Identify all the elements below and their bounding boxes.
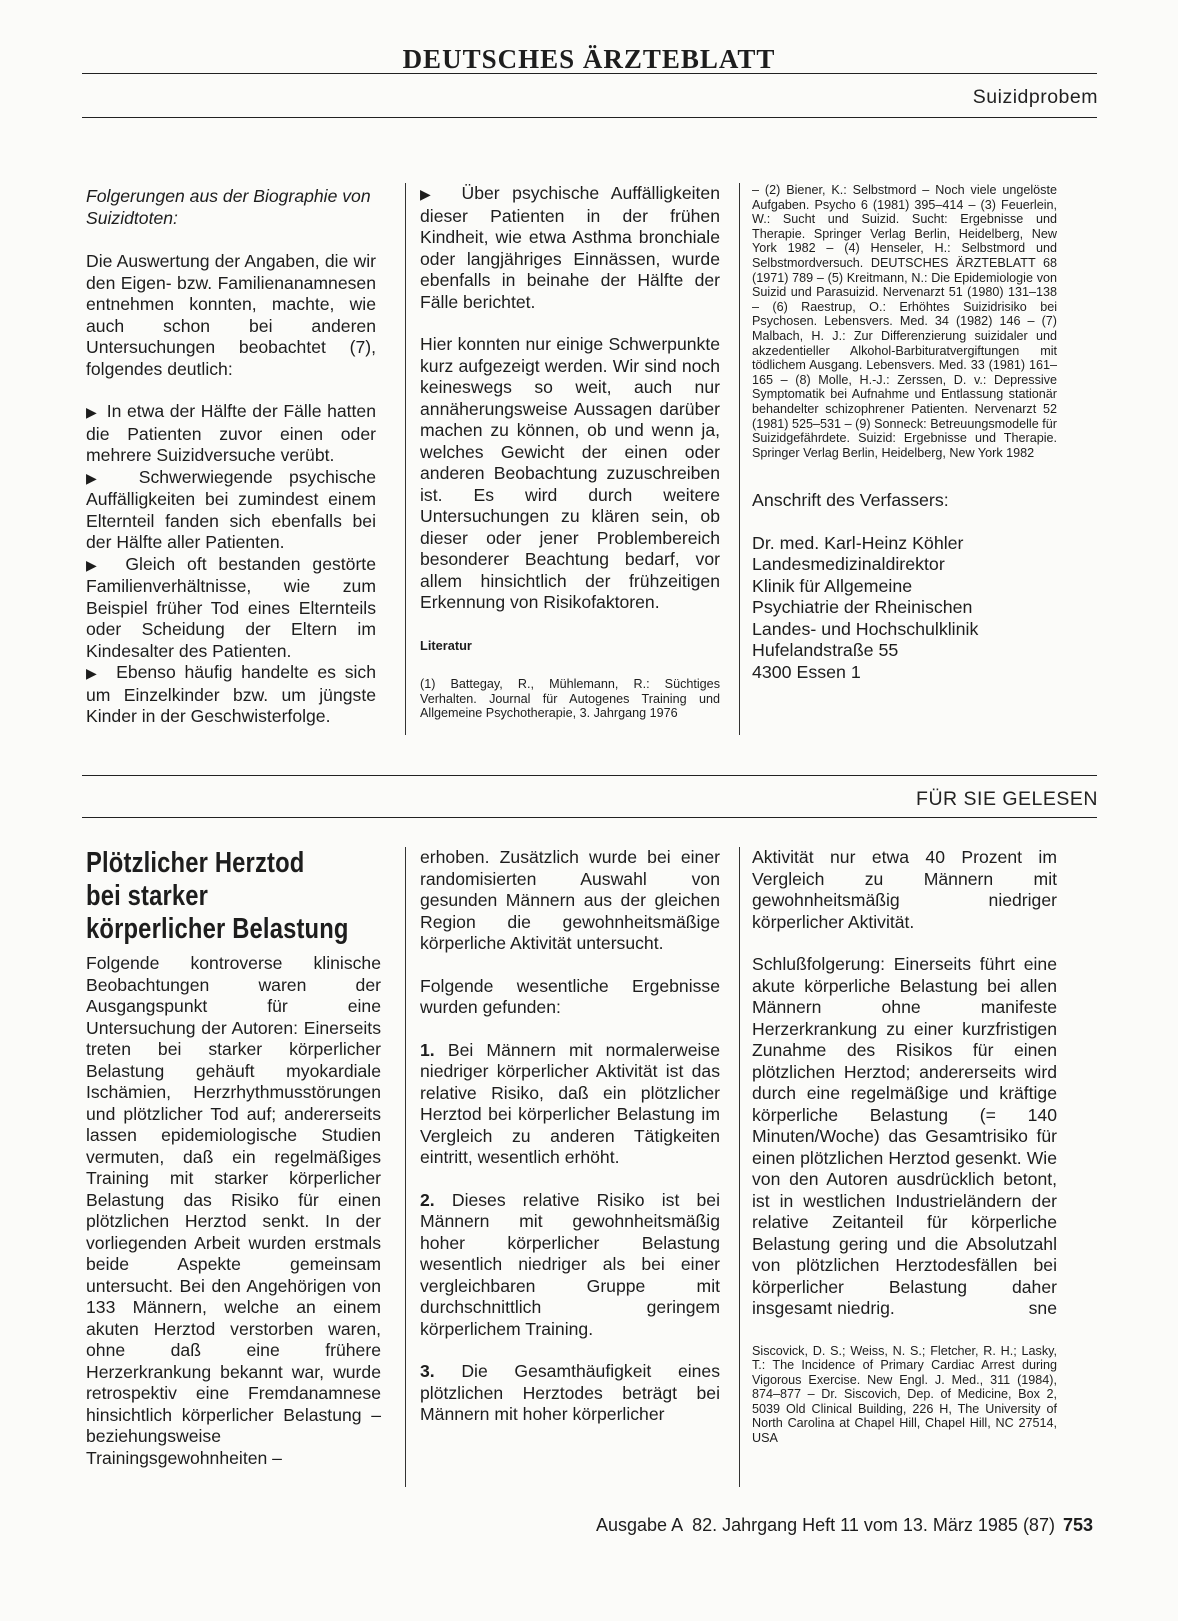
- article1-bullet-4: ▶ Ebenso häufig handelte es sich um Einzelkinder bzw. um jüngste Kinder in der Geschwisterfolge.: [86, 662, 376, 728]
- triangle-bullet-icon: [86, 467, 139, 487]
- literature-list-continued: – (2) Biener, K.: Selbstmord – Noch viele ungelöste Aufgaben. Psycho 6 (1981) 395–414 – (3) Feuerlein, W.: Sucht und Suizid. Sucht: Ergebnisse und Therapie. Springer Verlag Berlin, Heidelberg, New York 1982 – (4) Henseler, H.: Selbstmord und Selbstmordversuch. DEUTSCHES ÄRZTEBLATT 68 (1971) 789 – (5) Kreitmann, N.: Die Epidemiologie von Suizid und Parasuizid. Nervenarzt 51 (1980) 131–138 – (6) Raestrup, O.: Erhöhtes Suizidrisiko bei Psychosen. Lebensvers. Med. 34 (1982) 146 – (7) Malbach, H. J.: Zur Differenzierung suizidaler und akzedentieller Alkohol-Barbituratvergiftungen mit tödlichem Ausgang. Lebensvers. Med. 33 (1981) 161–165 – (8) Molle, H.-J.: Zerssen, D. v.: Depressive Symptomatik bei Aufnahme und Entlassung stationär behandelter schizophrener Patienten. Nervenarzt 52 (1981) 525–531 – (9) Sonneck: Betreuungsmodelle für Suizidgefährdete. Suizid: Ergebnisse und Therapie. Springer Verlag Berlin, Heidelberg, New York 1982: [752, 183, 1057, 460]
- article1-bullet-3: ▶ Gleich oft bestanden gestörte Familienverhältnisse, wie zum Beispiel früher Tod eines Elternteils oder Scheidung der Eltern im Kindesalter des Patienten.: [86, 554, 376, 663]
- article1-column-2: [420, 183, 720, 742]
- page-number: 753: [1062, 1515, 1093, 1535]
- address-line: Dr. med. Karl-Heinz Köhler: [752, 532, 964, 553]
- author-address: [752, 533, 1057, 684]
- article1-bullet-1: ▶ In etwa der Hälfte der Fälle hatten die Patienten zuvor einen oder mehrere Suizidversuche verübt.: [86, 401, 376, 467]
- article1-intro-paragraph: Die Auswertung der Angaben, die wir den Eigen- bzw. Familienanamnesen entnehmen konnten, machte, wie auch schon bei anderen Untersuchungen beobachtet (7), folgendes deutlich:: [86, 251, 376, 379]
- article2-column-3: [752, 847, 1057, 1467]
- section-rule-top: [82, 117, 1097, 118]
- article2-title-line: Plötzlicher Herztod: [86, 847, 305, 879]
- author-signature: sne: [1028, 1298, 1057, 1318]
- article1-bullet-2: ▶ Schwerwiegende psychische Auffälligkeiten bei zumindest einem Elternteil fanden sich ebenfalls bei der Hälfte aller Patienten.: [86, 467, 376, 554]
- article1-column-3: [752, 183, 1057, 683]
- article2-title: [86, 847, 386, 946]
- column-divider: [405, 847, 406, 1487]
- article2-column-2: [420, 847, 720, 1447]
- address-line: Klinik für Allgemeine: [752, 575, 913, 596]
- article2-result-3: 3. Die Gesamthäufigkeit eines plötzlichen Herztodes beträgt bei Männern mit hoher körperlicher: [420, 1361, 720, 1424]
- triangle-bullet-icon: [86, 401, 107, 421]
- masthead-rule: [82, 73, 1097, 74]
- section-rule-bottom: [82, 817, 1097, 818]
- address-line: Psychiatrie der Rheinischen: [752, 597, 973, 618]
- triangle-bullet-icon: [86, 662, 116, 682]
- article1-closing-paragraph: Hier konnten nur einige Schwerpunkte kurz aufgezeigt werden. Wir sind noch keineswegs so weit, auch nur annäherungsweise Aussagen darüber machen zu können, ob und wenn ja, welches Gewicht der einen oder anderen Beobachtung zuzuschreiben ist. Es wird durch weitere Untersuchungen zu klären sein, ob dieser oder jener Problembereich besonderer Beachtung bedarf, vor allem hinsichtlich der frühzeitigen Erkennung von Risikofaktoren.: [420, 334, 720, 612]
- article2-method-paragraph: erhoben. Zusätzlich wurde bei einer randomisierten Auswahl von gesunden Männern aus der gleichen Region die gewohnheitsmäßige körperliche Aktivität untersucht.: [420, 847, 720, 953]
- masthead: DEUTSCHES ÄRZTEBLATT: [402, 44, 776, 74]
- literature-heading: Literatur: [420, 637, 472, 653]
- address-line: Landes- und Hochschulklinik: [752, 618, 979, 639]
- address-line: Hufelandstraße 55: [752, 640, 899, 661]
- issue-info: Ausgabe A 82. Jahrgang Heft 11 vom 13. März 1985 (87): [596, 1515, 1055, 1535]
- column-divider: [739, 183, 740, 735]
- article1-heading: Folgerungen aus der Biographie von Suizidtoten:: [86, 186, 371, 228]
- section-label-top: Suizidprobem: [972, 86, 1098, 108]
- literature-list-start: (1) Battegay, R., Mühlemann, R.: Süchtiges Verhalten. Journal für Autogenes Training und Allgemeine Psychotherapie, 3. Jahrgang 1976: [420, 677, 720, 721]
- triangle-bullet-icon: [420, 183, 462, 203]
- address-line: 4300 Essen 1: [752, 661, 861, 682]
- article2-title-line: bei starker: [86, 880, 209, 912]
- column-divider: [405, 183, 406, 735]
- article2-reference: Siscovick, D. S.; Weiss, N. S.; Fletcher, R. H.; Lasky, T.: The Incidence of Primary Cardiac Arrest during Vigorous Exercise. New Engl. J. Med., 311 (1984), 874–877 – Dr. Siscovich, Dep. of Medicine, Box 2, 5039 Old Clinical Building, 226 H, The University of North Carolina at Chapel Hill, Chapel Hill, NC 27514, USA: [752, 1343, 1057, 1446]
- article2-result-3-continued: Aktivität nur etwa 40 Prozent im Vergleich zu Männern mit gewohnheitsmäßig niedriger körperlicher Aktivität.: [752, 847, 1057, 932]
- page-footer: [596, 1515, 1093, 1536]
- article2-results-intro: Folgende wesentliche Ergebnisse wurden gefunden:: [420, 975, 720, 1017]
- address-line: Landesmedizinaldirektor: [752, 554, 945, 575]
- column-divider: [739, 847, 740, 1487]
- address-heading: Anschrift des Verfassers:: [752, 490, 949, 511]
- article2-conclusion: Schlußfolgerung: Einerseits führt eine akute körperliche Belastung bei allen Männern ohne manifeste Herzerkrankung zu einer kurzfristigen Zunahme des Risikos für einen plötzlichen Herztod; andererseits wird durch eine regelmäßige und kräftige körperliche Belastung (= 140 Minuten/Woche) das Gesamtrisiko für einen plötzlichen Herztod gesenkt. Wie von den Autoren ausdrücklich betont, ist in westlichen Industrieländern der relative Zeitanteil für körperliche Belastung gering und die Absolutzahl von plötzlichen Herztodesfällen bei körperlicher Belastung daher insgesamt niedrig. sne: [752, 954, 1057, 1318]
- article1-bullet-5: ▶ Über psychische Auffälligkeiten dieser Patienten in der frühen Kindheit, wie etwa Asthma bronchiale oder langjähriges Einnässen, wurde ebenfalls in beinahe der Hälfte der Fälle berichtet.: [420, 183, 720, 313]
- section-label-bottom: FÜR SIE GELESEN: [916, 788, 1098, 810]
- article2-title-line: körperlicher Belastung: [86, 913, 349, 945]
- section-rule-middle: [82, 775, 1097, 776]
- article2-result-2: 2. Dieses relative Risiko ist bei Männern mit gewohnheitsmäßig hoher körperlicher Belastung wesentlich niedriger als bei einer vergleichbaren Gruppe mit durchschnittlich geringem körperlichem Training.: [420, 1189, 720, 1339]
- article1-column-1: [86, 186, 376, 728]
- triangle-bullet-icon: [86, 554, 125, 574]
- article2-column-1: [86, 953, 381, 1490]
- article2-intro-paragraph: Folgende kontroverse klinische Beobachtungen waren der Ausgangspunkt für eine Untersuchung der Autoren: Einerseits treten bei starker körperlicher Belastung gehäuft myokardiale Ischämien, Herzrhythmusstörungen und plötzlicher Tod auf; andererseits lassen epidemiologische Studien vermuten, daß ein regelmäßiges Training mit starker körperlicher Belastung das Risiko für einen plötzlichen Herztod senkt. In der vorliegenden Arbeit wurden erstmals beide Aspekte gemeinsam untersucht. Bei den Angehörigen von 133 Männern, welche an einem akuten Herztod verstorben waren, ohne daß eine frühere Herzerkrankung bekannt war, wurde retrospektiv eine Fremdanamnese hinsichtlich körperlicher Belastung – beziehungsweise Trainingsgewohnheiten –: [86, 953, 381, 1468]
- article2-result-1: 1. Bei Männern mit normalerweise niedriger körperlicher Aktivität ist das relative Risiko, daß ein plötzlicher Herztod bei körperlicher Belastung im Vergleich zu anderen Tätigkeiten eintritt, wesentlich erhöht.: [420, 1039, 721, 1167]
